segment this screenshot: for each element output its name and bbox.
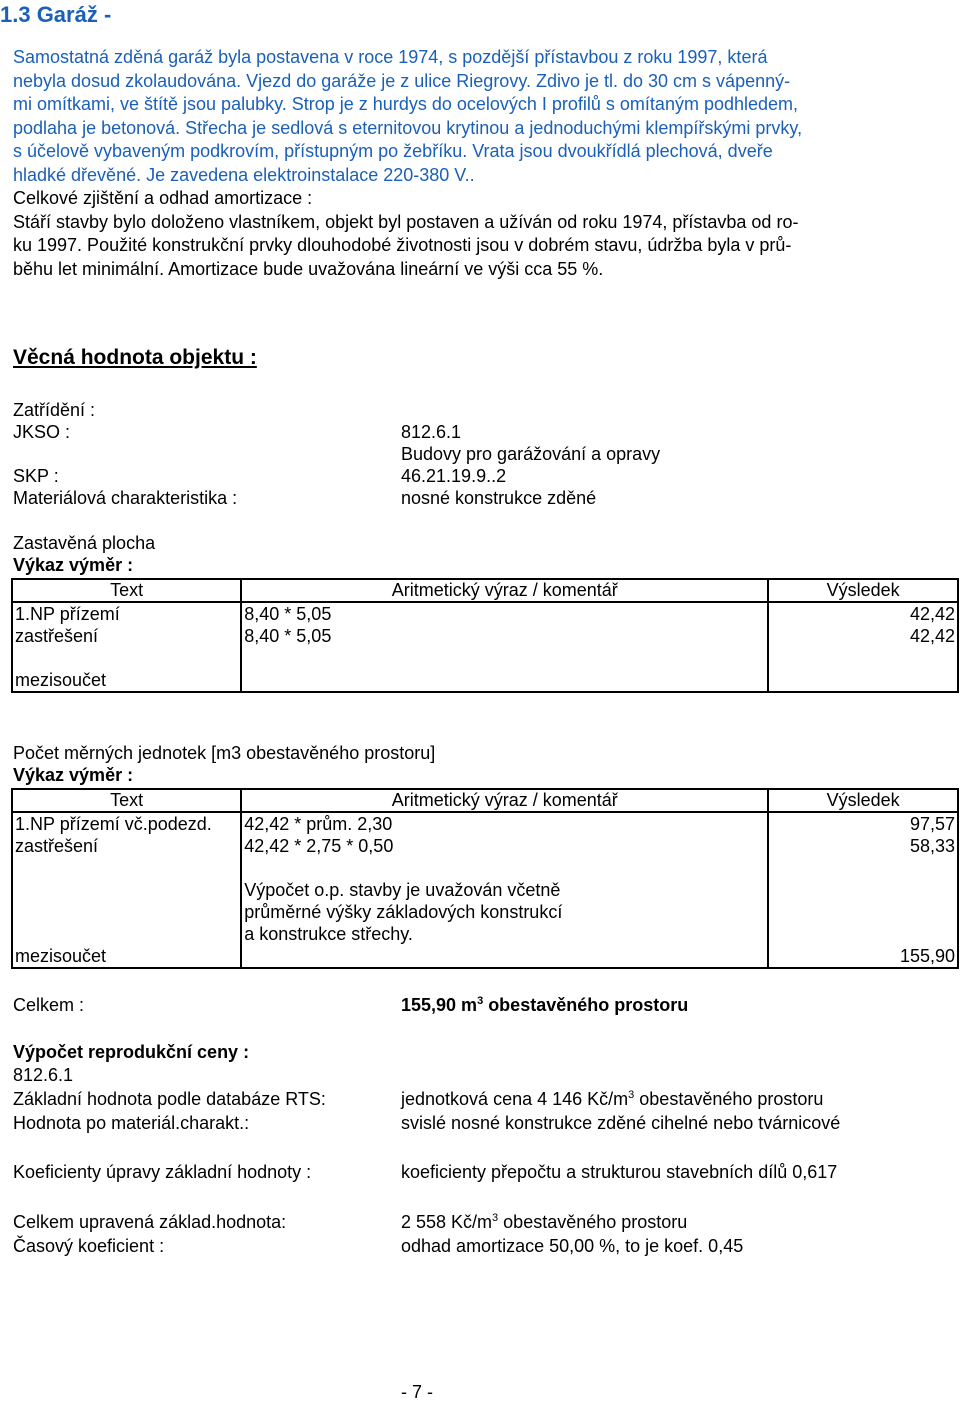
table-row xyxy=(12,812,958,835)
intro-line: s účelově vybaveným podkrovím, přístupným po žebříku. Vrata jsou dvoukřídlá plechová, dveře xyxy=(13,141,773,161)
total-label: Celkem : xyxy=(13,995,85,1015)
amortization-heading: Celkové zjištění a odhad amortizace : xyxy=(13,188,313,208)
jkso-label: JKSO : xyxy=(13,422,71,442)
intro-paragraph xyxy=(13,46,953,281)
intro-line: podlaha je betonová. Střecha je sedlová s eternitovou krytinou a jednoduchými klempířskými prvky, xyxy=(13,117,803,138)
row-text: 1.NP přízemí xyxy=(12,602,241,625)
area-title: Zastavěná plocha xyxy=(13,533,156,553)
adjusted-value xyxy=(401,1212,687,1233)
base-value xyxy=(401,1089,823,1110)
skp-value: 46.21.19.9..2 xyxy=(401,466,507,486)
volume-table xyxy=(11,788,959,969)
adjusted-value-text: 2 558 Kč/m xyxy=(401,1212,493,1232)
coefficient-label: Koeficienty úpravy základní hodnoty : xyxy=(13,1162,312,1182)
base-unit-exponent: 3 xyxy=(628,1089,635,1101)
base-value-text: jednotková cena 4 146 Kč/m xyxy=(401,1089,629,1109)
amortization-line: Stáří stavby bylo doloženo vlastníkem, objekt byl postaven a užíván od roku 1974, přístavba od ro- xyxy=(13,211,799,232)
header-result: Výsledek xyxy=(768,789,958,812)
subtotal-value: 155,90 xyxy=(768,945,958,968)
table-header-row xyxy=(12,789,958,812)
row-expression: 42,42 * 2,75 * 0,50 xyxy=(241,835,768,857)
subtotal-label: mezisoučet xyxy=(12,945,241,968)
row-expression: 8,40 * 5,05 xyxy=(241,625,768,647)
row-result: 97,57 xyxy=(768,812,958,835)
time-coefficient-value: odhad amortizace 50,00 %, to je koef. 0,45 xyxy=(401,1236,744,1256)
spacer-row xyxy=(12,857,958,879)
material-label: Materiálová charakteristika : xyxy=(13,488,238,508)
material-value-label: Hodnota po materiál.charakt.: xyxy=(13,1113,250,1133)
repro-code: 812.6.1 xyxy=(13,1065,74,1085)
total-unit: obestavěného prostoru xyxy=(483,995,689,1015)
note-row xyxy=(12,901,958,923)
adjusted-value-label: Celkem upravená základ.hodnota: xyxy=(13,1212,287,1232)
page-number: - 7 - xyxy=(401,1382,434,1402)
total-unit-exponent: 3 xyxy=(477,995,484,1007)
header-expression: Aritmetický výraz / komentář xyxy=(241,789,768,812)
total-number: 155,90 m xyxy=(401,995,478,1015)
row-result: 42,42 xyxy=(768,625,958,647)
header-text: Text xyxy=(12,579,241,602)
value-heading: Věcná hodnota objektu : xyxy=(13,346,257,369)
intro-line: nebyla dosud zkolaudována. Vjezd do garáže je z ulice Riegrovy. Zdivo je tl. do 30 cm s vápenný- xyxy=(13,70,791,91)
note-row xyxy=(12,879,958,901)
area-vykaz-label: Výkaz výměr : xyxy=(13,555,134,575)
jkso-value: 812.6.1 xyxy=(401,422,462,442)
intro-line: Samostatná zděná garáž byla postavena v roce 1974, s pozdější přístavbou z roku 1997, která xyxy=(13,47,768,67)
skp-label: SKP : xyxy=(13,466,59,486)
header-expression: Aritmetický výraz / komentář xyxy=(241,579,768,602)
total-value xyxy=(401,995,688,1016)
note-line: a konstrukce střechy. xyxy=(241,923,768,945)
note-row xyxy=(12,923,958,945)
jkso-description: Budovy pro garážování a opravy xyxy=(401,444,661,464)
volume-vykaz-label: Výkaz výměr : xyxy=(13,765,134,785)
amortization-line: ku 1997. Použité konstrukční prvky dlouhodobé životnosti jsou v dobrém stavu, údržba byla v prů- xyxy=(13,235,792,255)
note-line: Výpočet o.p. stavby je uvažován včetně xyxy=(241,879,768,901)
intro-line: mi omítkami, ve štítě jsou palubky. Strop je z hurdys do ocelových I profilů s omítaným podhledem, xyxy=(13,94,799,114)
header-result: Výsledek xyxy=(768,579,958,602)
repro-title: Výpočet reprodukční ceny : xyxy=(13,1042,250,1062)
row-result: 42,42 xyxy=(768,602,958,625)
area-table xyxy=(11,578,959,693)
material-value: nosné konstrukce zděné xyxy=(401,488,597,508)
material-value-text: svislé nosné konstrukce zděné cihelné nebo tvárnicové xyxy=(401,1113,841,1133)
table-row xyxy=(12,835,958,857)
table-row xyxy=(12,602,958,625)
subtotal-value xyxy=(768,669,958,692)
intro-line: hladké dřevěné. Je zavedena elektroinstalace 220-380 V.. xyxy=(13,164,475,185)
base-value-unit: obestavěného prostoru xyxy=(634,1089,824,1109)
coefficient-value: koeficienty přepočtu a strukturou stavebních dílů 0,617 xyxy=(401,1162,838,1182)
row-text: zastřešení xyxy=(12,625,241,647)
row-text: zastřešení xyxy=(12,835,241,857)
subtotal-row xyxy=(12,945,958,968)
header-text: Text xyxy=(12,789,241,812)
subtotal-row xyxy=(12,669,958,692)
amortization-line: běhu let minimální. Amortizace bude uvažována lineární ve výši cca 55 %. xyxy=(13,258,604,279)
row-expression: 42,42 * prům. 2,30 xyxy=(241,812,768,835)
adjusted-unit-exponent: 3 xyxy=(492,1212,499,1224)
section-title: 1.3 Garáž - xyxy=(0,2,112,27)
note-line: průměrné výšky základových konstrukcí xyxy=(241,901,768,923)
row-result: 58,33 xyxy=(768,835,958,857)
time-coefficient-label: Časový koeficient : xyxy=(13,1236,165,1256)
row-text: 1.NP přízemí vč.podezd. xyxy=(12,812,241,835)
spacer-row xyxy=(12,647,958,669)
subtotal-label: mezisoučet xyxy=(12,669,241,692)
volume-title: Počet měrných jednotek [m3 obestavěného prostoru] xyxy=(13,743,436,763)
adjusted-value-unit: obestavěného prostoru xyxy=(498,1212,688,1232)
classification-title: Zatřídění : xyxy=(13,400,96,420)
table-row xyxy=(12,625,958,647)
base-value-label: Základní hodnota podle databáze RTS: xyxy=(13,1089,326,1109)
table-header-row xyxy=(12,579,958,602)
row-expression: 8,40 * 5,05 xyxy=(241,602,768,625)
